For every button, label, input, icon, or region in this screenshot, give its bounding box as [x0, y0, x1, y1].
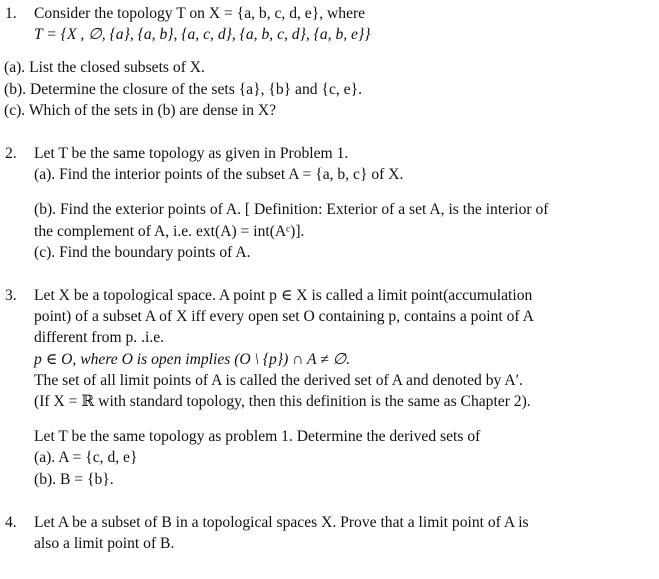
problem-1-parts	[4, 57, 659, 121]
problem-3	[0, 285, 659, 490]
problem-3-part-b: (b). B = {b}.	[34, 470, 114, 488]
problem-3-line-1: Let X be a topological space. A point p ∈ X is called a limit point(accumulation	[34, 287, 533, 305]
problem-2-part-c: (c). Find the boundary points of A.	[34, 243, 251, 261]
problem-3-derived-set-definition: The set of all limit points of A is called the derived set of A and denoted by A′.	[34, 371, 523, 389]
problem-sheet	[0, 3, 659, 554]
problem-2-part-b-line2: the complement of A, i.e. ext(A) = int(Aᶜ)].	[34, 222, 305, 240]
problem-1-topology-definition: T = {X , ∅, {a}, {a, b}, {a, c, d}, {a, b, c, d}, {a, b, e}}	[34, 26, 371, 44]
problem-2	[0, 143, 659, 263]
problem-4	[0, 512, 659, 554]
problem-1-part-a: (a). List the closed subsets of X.	[4, 59, 205, 77]
problem-4-line-2: also a limit point of B.	[34, 535, 175, 553]
problem-3-note: (If X = ℝ with standard topology, then this definition is the same as Chapter 2).	[34, 393, 531, 411]
problem-3-line-3: different from p. .i.e.	[34, 329, 165, 347]
problem-1-part-b: (b). Determine the closure of the sets {a}, {b} and {c, e}.	[4, 80, 362, 98]
problem-2-part-a: (a). Find the interior points of the subset A = {a, b, c} of X.	[34, 166, 404, 184]
problem-number: 1.	[5, 5, 17, 22]
problem-3-line-2: point) of a subset A of X iff every open set O containing p, contains a point of A	[34, 308, 534, 326]
problem-2-intro: Let T be the same topology as given in Problem 1.	[34, 145, 349, 163]
problem-number: 2.	[5, 145, 17, 163]
problem-1-part-c: (c). Which of the sets in (b) are dense in X?	[4, 101, 277, 119]
problem-1-intro: Consider the topology T on X = {a, b, c, d, e}, where	[34, 5, 366, 22]
problem-number: 4.	[5, 513, 17, 531]
problem-1	[0, 3, 659, 121]
problem-4-line-1: Let A be a subset of B in a topological spaces X. Prove that a limit point of A is	[34, 513, 529, 531]
problem-3-part-a: (a). A = {c, d, e}	[34, 449, 138, 467]
problem-3-task: Let T be the same topology as problem 1. Determine the derived sets of	[34, 428, 481, 446]
problem-number: 3.	[5, 287, 17, 305]
problem-2-part-b-line1: (b). Find the exterior points of A. [ Definition: Exterior of a set A, is the interior of	[34, 201, 549, 219]
problem-3-limit-point-condition: p ∈ O, where O is open implies (O \ {p}) ∩ A ≠ ∅.	[34, 350, 351, 368]
